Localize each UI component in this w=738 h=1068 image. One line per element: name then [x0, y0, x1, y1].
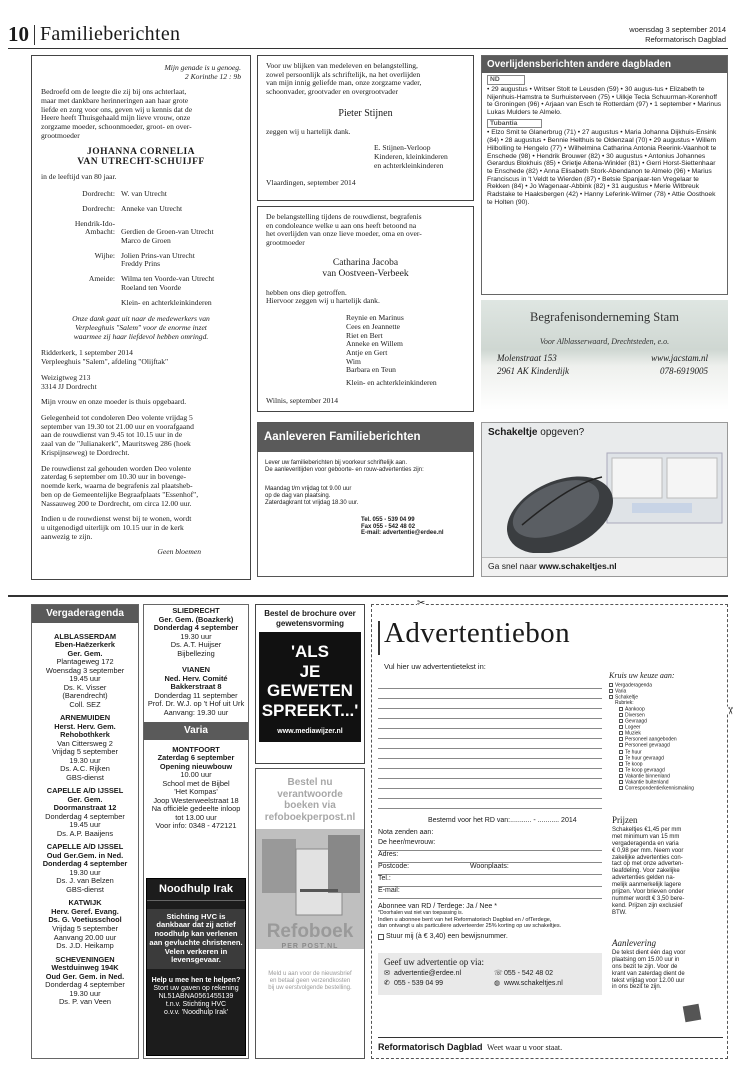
stam-ad[interactable]: [481, 300, 728, 410]
vergaderagenda: [31, 604, 139, 1059]
section-title: Overlijdensberichten andere dagbladen: [482, 56, 727, 73]
rd-logo-text: Reformatorisch Dagblad: [378, 1042, 483, 1052]
meeting-vianen: VIANEN Ned. Herv. Comité Bakkerstraat 8 Donderdag 11 september Prof. Dr. W.J. op 't Hof uit Urk Aanvang: 19.30 uur: [147, 665, 245, 717]
refoboek-logo2: PER POST.NL: [281, 942, 339, 950]
aanleveren-l2: De aanleveritijden voor geboorte- en rouw-advertenties zijn:: [265, 467, 424, 474]
signatures: E. Stijnen-Verloop Kinderen, kleinkinderen en achterkleinkinderen: [374, 143, 448, 170]
stam-phone: 078-6919005: [660, 365, 708, 376]
page-date: woensdag 3 september 2014: [629, 25, 726, 34]
brochure-top: Bestel de brochure over gewetensvorming: [264, 609, 356, 628]
verg-title: Vergaderagenda: [32, 605, 138, 623]
place: Wilnis, september 2014: [266, 395, 339, 405]
aanleveren-title: Aanleveren Familieberichten: [258, 423, 473, 452]
thanks-text: Onze dank gaat uit naar de medewerkers van Verpleeghuis "Salem" voor de enorme inzet waarmee zij haar liefdevol hebben omringd.: [72, 314, 210, 341]
aanleveren-tel: Tel. 055 - 539 04 99: [361, 516, 415, 523]
place: Vlaardingen, september 2014: [266, 178, 356, 188]
meeting-katwijk: KATWIJK Herv. Geref. Evang. Ds. G. Voetiusschool Vrijdag 5 september Aanvang 20.00 uur Ds. J.D. Heikamp: [48, 898, 122, 951]
varia-montfoort: MONTFOORT Zaterdag 6 september Opening nieuwbouw 10.00 uur School met de Bijbel 'Het Kompas' Joop Westerweelstraat 18 Na officiële gedeelte inloop tot 13.00 uur Voor info: 0348 - 472121: [151, 744, 241, 831]
death-notices-other-papers: [481, 55, 728, 295]
stam-sub: Voor Alblasserwaard, Drechtsteden, e.o.: [539, 337, 670, 347]
rd-footer: [378, 1042, 562, 1052]
scissors-icon: ✂: [417, 598, 426, 609]
ad-text-field[interactable]: [378, 679, 602, 809]
meeting-capelle-2: CAPELLE A/D IJSSEL Oud Ger.Gem. in Ned. Donderdag 4 september 19.30 uur Ds. J. van Belzen GBS-dienst: [42, 842, 128, 894]
refoboek-top: Bestel nu verantwoorde boeken via refoboekperpost.nl: [264, 777, 356, 823]
meeting-arnemuiden: ARNEMUIDEN Herst. Herv. Gem. Rehobothkerk Van Cittersweg 2 Vrijdag 5 september 19.30 uur Ds. A.C. Rijken GBS-dienst: [52, 713, 118, 782]
meeting-alblasserdam: ALBLASSERDAM Eben-Haëzerkerk Ger. Gem. Plantageweg 172 Woensdag 3 september 19.45 uur Ds. K. Visser (Barendrecht) Coll. SEZ: [45, 631, 125, 709]
page-number: 10: [8, 22, 29, 46]
brochure-url[interactable]: www.mediawijzer.nl: [277, 728, 343, 736]
thanks-line: hebben ons diep getroffen. Hiervoor zeggen wij u hartelijk dank.: [266, 287, 380, 306]
thanks-stijnen: [257, 55, 474, 201]
globe-icon: ◍: [494, 980, 501, 988]
thanks-van-oostveen: [257, 206, 474, 412]
schakeltje-url[interactable]: www.schakeltjes.nl: [539, 561, 617, 572]
aanleveren-l5: Zaterdagkrant tot vrijdag 18.30 uur.: [265, 499, 359, 506]
stam-title: Begrafenisonderneming Stam: [530, 310, 679, 324]
kruis-label: Kruis uw keuze aan:: [609, 671, 675, 680]
noodhulp-footer: Help u mee hen te helpen? Stort uw gaven op rekening NL51ABNA0561455139 t.n.v. Stichting HVC o.v.v. 'Noodhulp Irak': [151, 976, 241, 1017]
no-flowers: Geen bloemen: [157, 547, 201, 557]
obituary-van-utrecht: [31, 55, 251, 580]
schakeltje-title: Schakeltje: [488, 427, 538, 438]
fax-icon: ☏: [494, 970, 503, 978]
prijzen-title: Prijzen: [612, 815, 638, 825]
noodhulp-irak-ad[interactable]: [146, 878, 246, 1056]
verse: Mijn genade is u genoeg.: [164, 63, 241, 72]
service-text: De rouwdienst zal gehouden worden Deo volente zaterdag 6 september om 10.30 uur in bovenge- noemde kerk, waarna de begrafenis zal plaatsheb- ben op de Gemeentelijke Begraafplaats "Essenhof", Nassauweg 200 te Dordrecht, om circa 12.00 uur.: [41, 463, 199, 508]
refoboek-footer: Meld u aan voor de nieuwsbrief en betaal geen verzendkosten bij uw eerstvolgende bestelling.: [268, 970, 352, 991]
intro-text: Bedroefd om de leegte die zij bij ons achterlaat, maar met dankbare herinneringen aan haar grote liefde en zorg voor ons, geven wij u kennis dat de Heere heeft Thuisgehaald mijn lieve vrouw, onze zorgzame moeder, schoonmoeder, groot- en over- grootmoeder: [41, 87, 193, 140]
attend-text: Indien u de rouwdienst wenst bij te wonen, wordt u uitgenodigd uiterlijk om 10.15 uur in de kerk aanwezig te zijn.: [41, 514, 192, 541]
varia-title: Varia: [144, 722, 248, 740]
stam-city: 2961 AK Kinderdijk: [497, 365, 569, 376]
rd-slogan: Weet waar u voor staat.: [487, 1043, 563, 1052]
schakeltje-ad[interactable]: [481, 422, 728, 577]
thanks-text: De belangstelling tijdens de rouwdienst, begrafenis en condoleance welke u aan ons heeft betoond na het overlijden van onze lieve moeder, oma en over- grootmoeder: [266, 212, 422, 248]
submit-options: Geef uw advertentie op via: ✉ advertentie@erdee.nl ☏ 055 - 542 48 02 ✆ 055 - 539 04 99 ◍ www.schakeltjes.nl: [378, 953, 602, 995]
noodhulp-body: Stichting HVC is dankbaar dat zij actief noodhulp kan verlenen aan gevluchte christenen. Velen verkeren in levensgevaar.: [147, 909, 245, 969]
signatures: Reynie en Marinus Cees en Jeannette Riet en Bert Anneke en Willem Antje en Gert Wim Barbara en Teun Klein- en achterkleinkinderen: [346, 313, 437, 388]
envelope-icon: [683, 1004, 702, 1023]
brochure-big: 'ALS JE GEWETEN SPREEKT...': [261, 642, 359, 720]
age: in de leeftijd van 80 jaar.: [41, 172, 117, 182]
stam-street: Molenstraat 153: [497, 352, 557, 363]
bon-web[interactable]: www.schakeltjes.nl: [504, 980, 563, 988]
mouse-and-calendar-image: [482, 443, 728, 553]
tubantia-list: • Elzo Smit te Glanerbrug (71) • 27 augustus • Maria Johanna Dijkhuis-Ensink (84) • 28 augustus • Bennie Helthuis te Oldenzaal (70) • 29 augustus • Willem Hilbolling te Hengelo (77) • Wilhelmina Catharina Antonia Reerink-Vaanholt te Enschede (98) • Hendrik Brouwer (82) • 30 augustus • Antonius Johannes Gerardus Blokhuis (85) • Grietje Altena-Winkler (81) • Gerri Horst-Siettenhaar te Enschede (82) • Anna Elisabeth Stork-Abendanon te Almelo (96) • Marius Franciscus in 't Veldt te Wierden (87) • Betsie Spanjaar-ten Vregelaar te Rekken (84) • Jo Wagenaar-Abbink (82) • 31 augustus • Merie Witbreuk Radstake te Haaksbergen (42) • Hanny Leferink-Wilmer (78) • Attie Oosthoek te Holten (90).: [487, 129, 717, 206]
refoboek-ad[interactable]: [255, 768, 365, 1059]
verse-ref: 2 Korinthe 12 : 9b: [184, 72, 241, 82]
prijzen-text: Schakeltjes €1,45 per mm met minimum van 15 mm vergaderagenda en varia € 0,98 per mm. Neem voor zakelijke advertenties con- tact op met onze adverten- tieafdeling. Voor zakelijke advertenties gelden na- melijk aanmerkelijk lagere prijzen. Voor brieven onder nummer wordt € 3,50 bere- kend. Prijzen zijn exclusief BTW.: [612, 827, 685, 916]
meeting-sliedrecht: SLIEDRECHT Ger. Gem. (Boazkerk) Donderdag 4 september 19.30 uur Ds. A.T. Huijser Bijbellezing: [153, 606, 239, 658]
deceased-name: Catharina Jacoba: [332, 257, 399, 268]
deceased-name: JOHANNA CORNELIA: [86, 146, 196, 157]
condolence-text: Gelegenheid tot condoleren Deo volente vrijdag 5 september van 19.30 tot 21.00 uur en voorafgaand aan de rouwdienst van 9.45 tot 10.15 uur in de zaal van de "Julianakerk", Mauritsweg 286 (hoek Krispijnseweg) te Dordrecht.: [41, 413, 194, 457]
brochure-ad[interactable]: [255, 604, 365, 764]
page-title: Familieberichten: [40, 23, 181, 45]
schakeltje-footer: Ga snel naar: [488, 561, 540, 572]
meeting-scheveningen: SCHEVENINGEN Westduinweg 194K Oud Ger. Gem. in Ned. Donderdag 4 september 19.30 uur Ds. P. van Veen: [45, 954, 125, 1007]
stam-web[interactable]: www.jacstam.nl: [651, 352, 708, 363]
email-icon: ✉: [384, 970, 390, 978]
deceased-surname: van Oostveen-Verbeek: [322, 268, 409, 279]
aanleveren-l4: op de dag van plaatsing.: [265, 492, 331, 499]
family-list: Dordrecht: W. van Utrecht Dordrecht: Anneke van Utrecht Hendrik-Ido- Ambacht: Gerdien de Groen-van Utrecht Marco de Groen Wijhe: Jolien Prins-van Utrecht Freddy Prins Ameide: Wilma ten Voorde-van Utrecht Roeland ten Voorde Klein- en achterkleinkinderen: [74, 189, 215, 307]
refoboek-logo: Refoboek: [266, 921, 354, 942]
aanleveren-l1: Lever uw familieberichten bij voorkeur schriftelijk aan.: [265, 460, 408, 467]
schakeltje-title2: opgeven?: [537, 427, 585, 438]
category-list[interactable]: Vergaderagenda Varia Schakeltje Rubriek: Aankoop Diversen Gevraagd Logeer Muziek Personeel aangeboden Personeel gevraagd Te huur Te huur gevraagd Te koop Te koop gevraagd Vakantie binnenland Vakantie buitenland Correspondentie/kennismaking: [609, 683, 719, 792]
thanks-line: zeggen wij u hartelijk dank.: [266, 127, 351, 137]
address: Weizigtweg 213 3314 JJ Dordrecht: [41, 372, 97, 391]
aanleveren-email[interactable]: E-mail: advertentie@erdee.nl: [361, 530, 444, 537]
bestemd-label[interactable]: Bestemd voor het RD van:........... - ........... 2014: [428, 817, 577, 824]
deceased-surname: VAN UTRECHT-SCHUIJFF: [77, 157, 205, 168]
laid-out-text: Mijn vrouw en onze moeder is thuis opgebaard.: [41, 397, 187, 407]
vergaderagenda-col2: [143, 604, 249, 1059]
deceased-name: Pieter Stijnen: [338, 107, 393, 119]
nd-label: ND: [487, 75, 525, 85]
bon-fill-label: Vul hier uw advertentietekst in:: [384, 662, 486, 671]
nd-list: • 29 augustus • Writser Stolt te Leusden (59) • 30 augus-tus • Elizabeth te Nijenhuis-Hamstra te Surhuisterveen (75) • Uilkje Tecla Schuurman-Korenhoff te Groningen (96) • Arjaan van Esch te Rotterdam (97) • 1 september • Marinus Lukas Mulders te Almelo.: [487, 85, 722, 117]
aanleveren-l3: Maandag t/m vrijdag tot 9.00 uur: [265, 486, 352, 492]
scissors-icon-right: ✂: [723, 706, 735, 715]
contact-form[interactable]: Nota zenden aan: De heer/mevrouw: Adres: Postcode: Woonplaats: Tel.: E-mail: Abonnee van RD / Terdege: Ja / Nee * *Doorhalen wat niet van toepassing is. Indien u abonnee bent van het Reformatorisch Dagblad en / ofTerdege, dan ontvangt u als particuliere adverteerder 25% korting op uw schakeltjes. Stuur mij (à € 3,40) een bewijsnummer.: [378, 829, 602, 942]
notices-body: [482, 73, 727, 208]
aanlevering-text: De tekst dient één dag voor plaatsing om 15.00 uur in ons bezit te zijn. Voor de krant van zaterdag dient de tekst vrijdag voor 12.00 uur in ons bezit te zijn.: [612, 950, 686, 991]
meeting-capelle-1: CAPELLE A/D IJSSEL Ger. Gem. Doormanstraat 12 Donderdag 4 september 19.45 uur Ds. A.P. Baaijens: [45, 786, 125, 838]
bon-title: Advertentiebon: [384, 617, 570, 649]
aanleveren-box: [257, 422, 474, 577]
tubantia-label: Tubantia: [487, 119, 542, 129]
phone-icon: ✆: [384, 980, 390, 988]
header-rule: [8, 48, 728, 49]
paper-name: Reformatorisch Dagblad: [645, 35, 726, 44]
noodhulp-title: Noodhulp Irak: [147, 879, 245, 901]
section-divider: [8, 595, 728, 597]
advertentiebon: [371, 598, 735, 1059]
thanks-text: Voor uw blijken van medeleven en belangstelling, zowel persoonlijk als schriftelijk, na het overlijden van mijn innig geliefde man, onze zorgzame vader, schoonvader, grootvader en overgrootvader: [266, 61, 422, 97]
bon-email[interactable]: advertentie@erdee.nl: [394, 970, 462, 978]
aanleveren-fax: Fax 055 - 542 48 02: [361, 523, 416, 530]
header-divider: [34, 25, 35, 45]
brochure-panel: [259, 632, 361, 742]
place-date: Ridderkerk, 1 september 2014 Verpleeghuis "Salem", afdeling "Olijftak": [41, 348, 169, 367]
aanlevering-title: Aanlevering: [612, 938, 656, 948]
